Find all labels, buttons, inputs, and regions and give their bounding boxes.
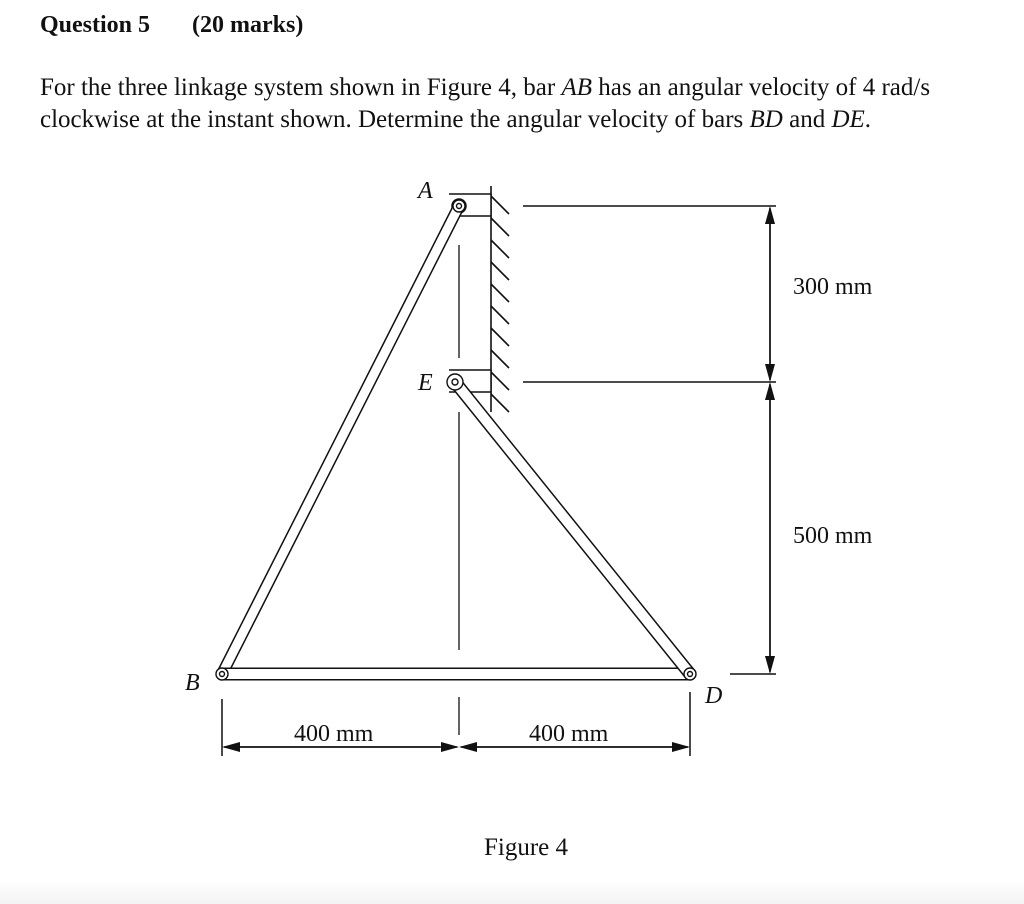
vertical-dimensions bbox=[523, 206, 776, 674]
bar-de bbox=[455, 382, 690, 674]
dim-400-right: 400 mm bbox=[529, 721, 609, 747]
pin-d bbox=[684, 668, 696, 680]
label-b: B bbox=[185, 670, 200, 696]
question-marks: (20 marks) bbox=[192, 12, 304, 38]
bar-ab bbox=[222, 206, 459, 674]
pin-a bbox=[453, 200, 465, 212]
bottom-edge-shade bbox=[0, 880, 1024, 904]
dim-300: 300 mm bbox=[793, 274, 873, 300]
figure-caption: Figure 4 bbox=[484, 834, 569, 861]
question-title: Question 5 bbox=[40, 12, 151, 38]
fixed-wall bbox=[491, 186, 509, 412]
pin-e bbox=[447, 374, 463, 390]
label-e: E bbox=[418, 370, 433, 396]
horizontal-dimensions bbox=[222, 692, 690, 756]
label-a: A bbox=[418, 178, 433, 204]
dim-500: 500 mm bbox=[793, 523, 873, 549]
problem-line-1: For the three linkage system shown in Figure 4, bar AB has an angular velocity of 4 rad/s bbox=[40, 74, 931, 101]
problem-line-2: clockwise at the instant shown. Determine the angular velocity of bars BD and DE. bbox=[40, 106, 872, 133]
dim-400-left: 400 mm bbox=[294, 721, 374, 747]
label-d: D bbox=[705, 683, 723, 709]
pin-b bbox=[216, 668, 228, 680]
